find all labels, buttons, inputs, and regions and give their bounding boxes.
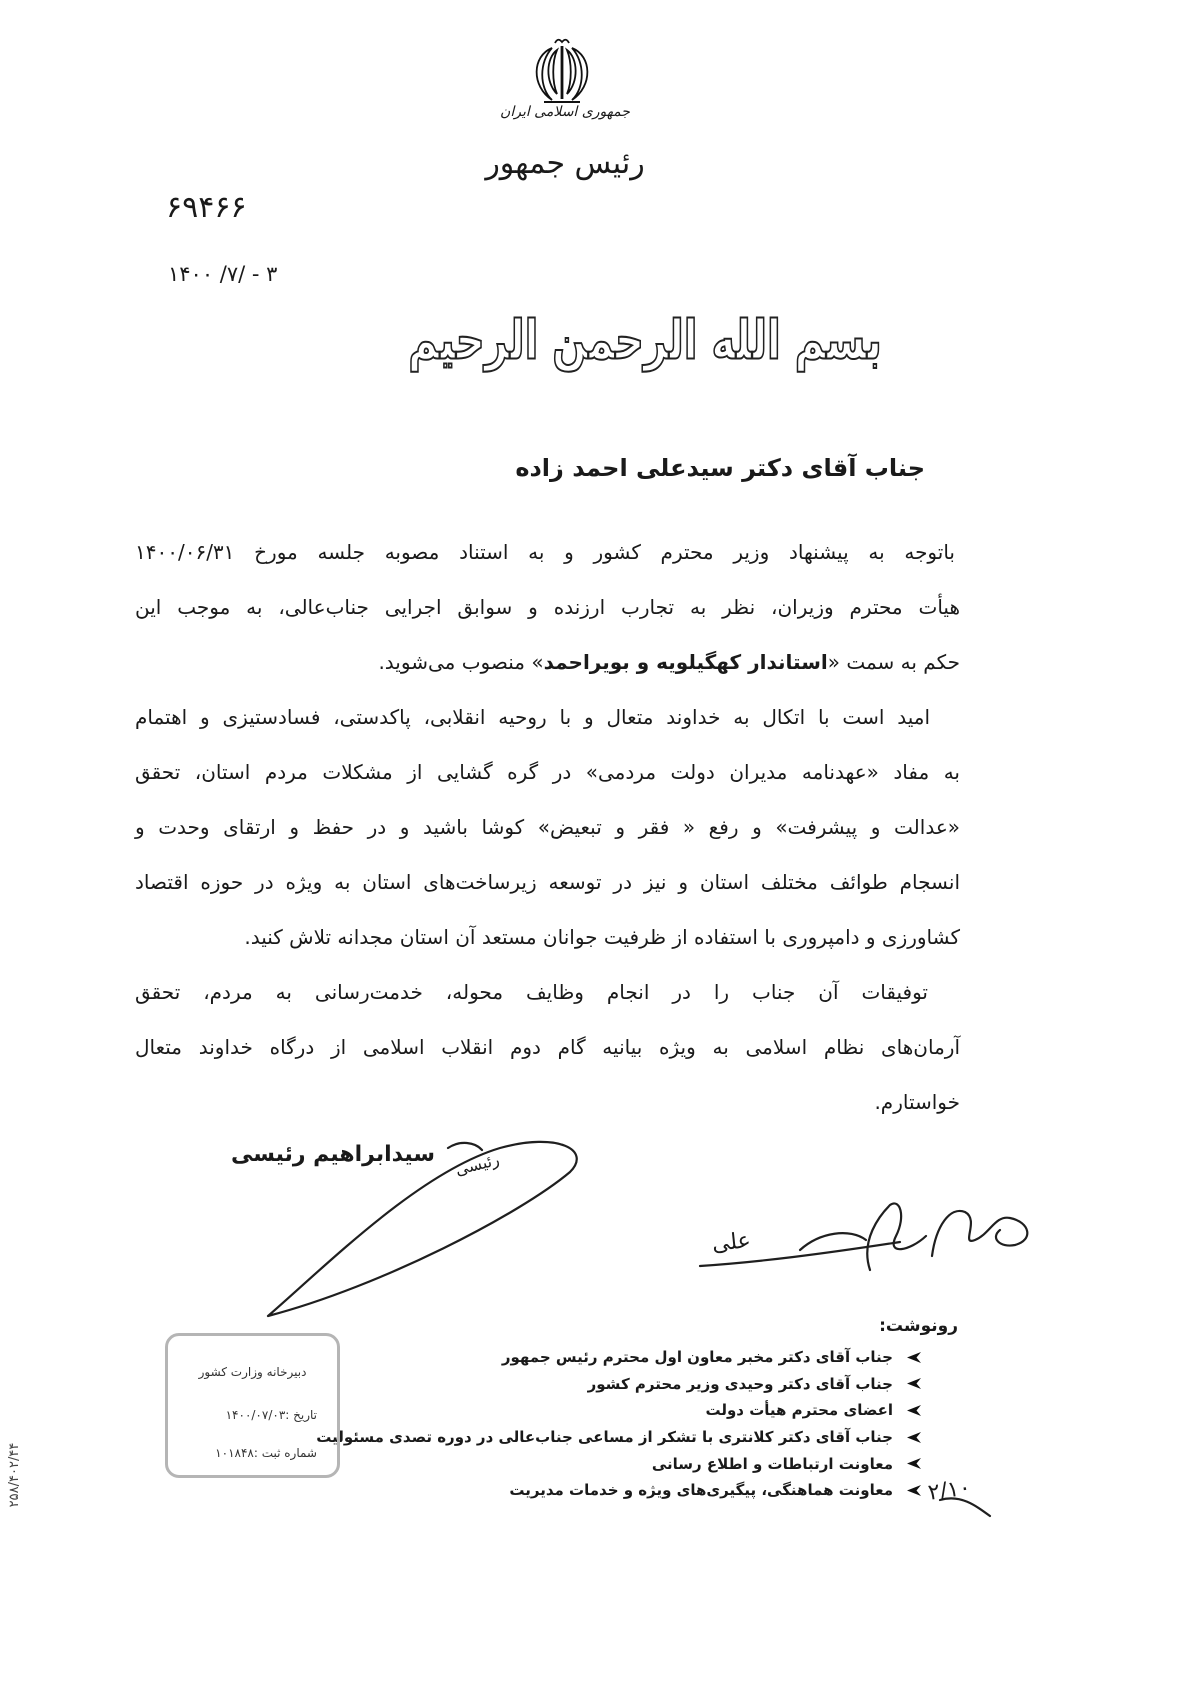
stamp-date: ۱۴۰۰/۰۷/۰۳: [225, 1408, 286, 1422]
cc-item-text: جناب آقای دکتر مخبر معاون اول محترم رئیس جمهور: [501, 1348, 893, 1367]
paragraph-2-line: کشاورزی و دامپروری با استفاده از ظرفیت جوانان مستعد آن استان مجدانه تلاش کنید.: [244, 925, 960, 949]
stamp-registration-label: شماره ثبت :: [253, 1446, 317, 1460]
cc-item: [316, 1371, 922, 1398]
bismillah-calligraphy: بسم الله الرحمن الرحیم: [408, 309, 882, 373]
iran-emblem-icon: [522, 34, 602, 106]
letter-date: ۱۴۰۰ /۷/ - ۳: [168, 262, 278, 286]
stamp-registration-number: ۱۰۱۸۴۸: [215, 1446, 254, 1460]
cc-item: [316, 1450, 922, 1477]
paragraph-2-line: انسجام طوائف مختلف استان و نیز در توسعه زیرساخت‌های استان به ویژه در حوزه اقتصاد: [135, 870, 960, 894]
appointment-prefix: حکم به سمت «: [827, 650, 960, 674]
scribble-stroke: [800, 1233, 866, 1250]
signature-flourish: [448, 1143, 482, 1150]
stamp-title: دبیرخانه وزارت کشور: [198, 1365, 307, 1379]
paragraph-2-line: «عدالت و پیشرفت» و رفع « فقر و تبعیض» کوشا باشید و در حفظ و ارتقای وحدت و: [135, 815, 960, 839]
handwritten-initials: علی: [710, 1228, 752, 1257]
paragraph-1-line: [135, 635, 960, 690]
letter-number: ۶۹۴۶۶: [166, 190, 247, 225]
registration-stamp: [165, 1333, 340, 1478]
cc-label: رونوشت:: [879, 1316, 958, 1336]
check-arrow-icon: [905, 1430, 922, 1445]
signatory-name: سیدابراهیم رئیسی: [230, 1142, 435, 1167]
cc-item: [316, 1397, 922, 1424]
letter-body: [135, 525, 960, 1130]
cc-item: [316, 1424, 922, 1451]
handwritten-note: ۲/۱۰: [926, 1475, 973, 1506]
cc-item: [316, 1477, 922, 1504]
handwritten-signature: رئیسی: [453, 1149, 502, 1180]
margin-code: ۲۵۸/۴۰۲/۴۴: [7, 1442, 22, 1508]
stamp-registration-row: [215, 1446, 317, 1460]
paragraph-3-line: آرمان‌های نظام اسلامی به ویژه بیانیه گام دوم انقلاب اسلامی از درگاه خداوند متعال: [135, 1035, 960, 1059]
cc-list: [316, 1344, 922, 1504]
cc-item-text: معاونت هماهنگی، پیگیری‌های ویژه و خدمات مدیریت: [509, 1481, 893, 1500]
cc-item-text: اعضای محترم هیأت دولت: [705, 1401, 893, 1420]
appointment-position: استاندار کهگیلویه و بویراحمد: [543, 650, 828, 674]
check-arrow-icon: [905, 1456, 922, 1471]
check-arrow-icon: [905, 1483, 922, 1498]
paragraph-3-line: خواستارم.: [874, 1090, 960, 1114]
check-arrow-icon: [905, 1403, 922, 1418]
cc-item-text: جناب آقای دکتر کلانتری با تشکر از مساعی جناب‌عالی در دوره تصدی مسئولیت: [316, 1428, 893, 1447]
paragraph-1-line: باتوجه به پیشنهاد وزیر محترم کشور و به استناد مصوبه جلسه مورخ ۱۴۰۰/۰۶/۳۱: [135, 540, 955, 564]
cc-item-text: جناب آقای دکتر وحیدی وزیر محترم کشور: [587, 1374, 893, 1393]
cc-item: [316, 1344, 922, 1371]
appointment-suffix: » منصوب می‌شوید.: [378, 650, 544, 674]
paragraph-2-line: امید است با اتکال به خداوند متعال و با روحیه انقلابی، پاکدستی، فسادستیزی و اهتمام: [135, 705, 930, 729]
check-arrow-icon: [905, 1376, 922, 1391]
addressee: جناب آقای دکتر سیدعلی احمد زاده: [515, 454, 925, 482]
check-arrow-icon: [905, 1350, 922, 1365]
cc-item-text: معاونت ارتباطات و اطلاع رسانی: [651, 1454, 893, 1473]
signature-loop: [268, 1142, 577, 1316]
scribble-stroke: [867, 1203, 926, 1270]
scribble-stroke: [932, 1211, 1027, 1256]
country-name: جمهوری اسلامی ایران: [500, 104, 630, 120]
paragraph-1-line: هیأت محترم وزیران، نظر به تجارب ارزنده و سوابق اجرایی جناب‌عالی، به موجب این: [135, 595, 960, 619]
stamp-date-label: تاریخ :: [285, 1408, 317, 1422]
paragraph-3-line: توفیقات آن جناب را در انجام وظایف محوله، خدمت‌رسانی به مردم، تحقق: [135, 980, 928, 1004]
stamp-date-row: [226, 1408, 317, 1422]
paragraph-2-line: به مفاد «عهدنامه مدیران دولت مردمی» در گره گشایی از مشکلات مردم استان، تحقق: [135, 760, 960, 784]
office-title: رئیس جمهور: [485, 146, 645, 181]
